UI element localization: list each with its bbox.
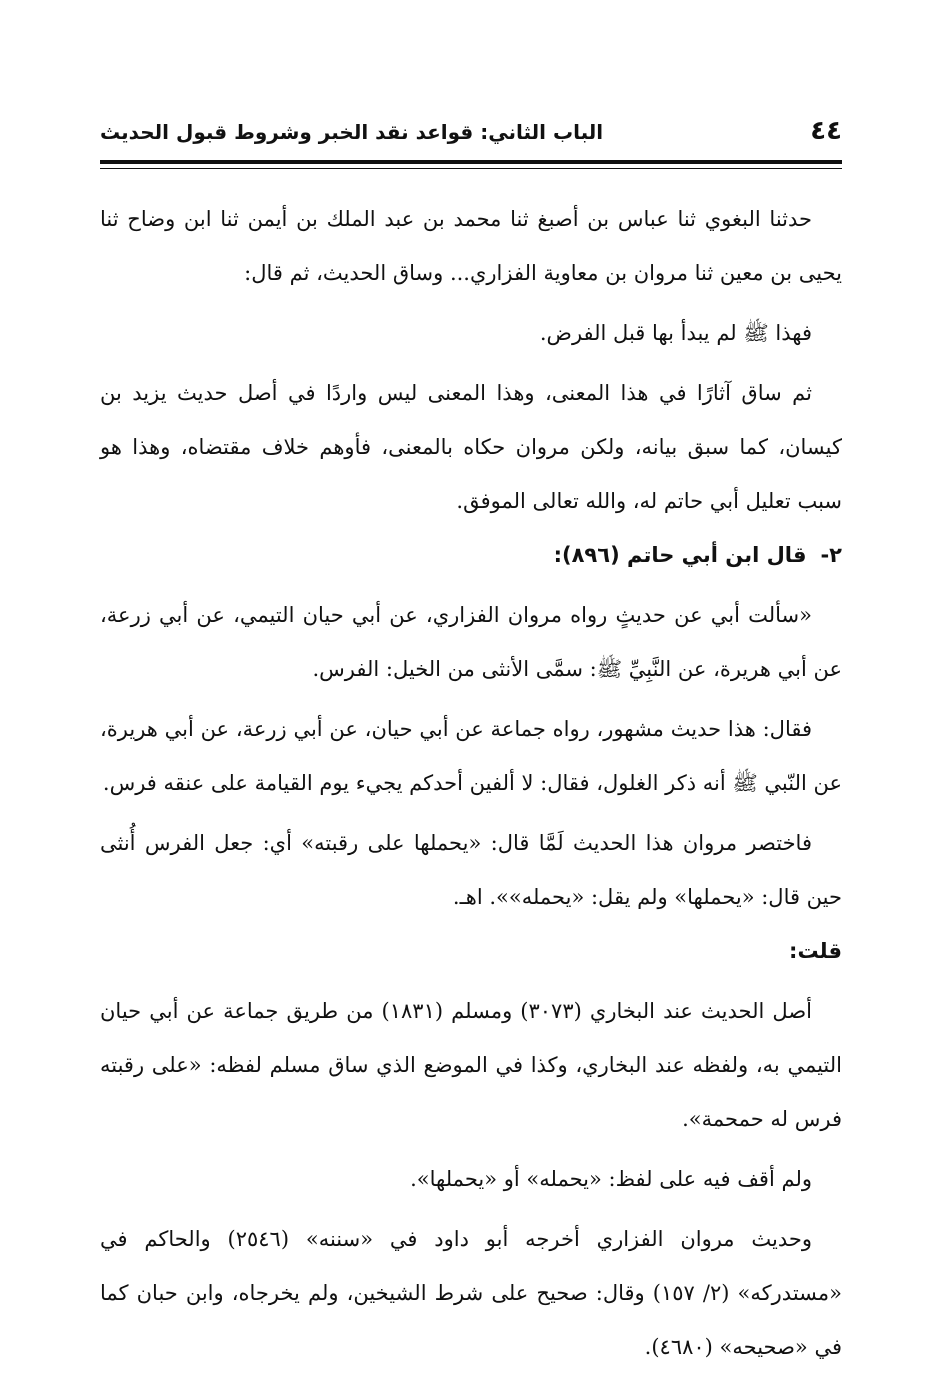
qulto-heading: قلت: — [789, 939, 842, 963]
page-header — [100, 112, 842, 152]
section-heading — [100, 528, 842, 582]
section-number: ٢- — [820, 543, 842, 567]
paragraph-note: ولم أقف فيه على لفظ: «يحمله» أو «يحملها». — [410, 1167, 812, 1191]
paragraph-answer: فقال: هذا حديث مشهور، رواه جماعة عن أبي حيان، عن أبي زرعة، عن أبي هريرة، عن النّبي ﷺ أنه ذكر الغلول، فقال: لا ألفين أحدكم يجيء يوم القيامة على عنقه فرس. — [100, 717, 842, 795]
paragraph-quote: فهذا ﷺ لم يبدأ بها قبل الفرض. — [539, 321, 812, 345]
paragraph-sources: وحديث مروان الفزاري أخرجه أبو داود في «سننه» (٢٥٤٦) والحاكم في «مستدركه» (٢/ ١٥٧) وقال: صحيح على شرط الشيخين، ولم يخرجاه، وابن حبان كما في «صحيحه» (٤٦٨٠). — [100, 1227, 842, 1359]
header-rule-thick — [100, 160, 842, 164]
paragraph-isnad: حدثنا البغوي ثنا عباس بن أصبغ ثنا محمد بن عبد الملك بن أيمن ثنا ابن وضاح ثنا يحيى بن معين ثنا مروان بن معاوية الفزاري... وساق الحديث، ثم قال: — [100, 207, 842, 285]
header-rule-thin — [100, 168, 842, 169]
section-title: قال ابن أبي حاتم (٨٩٦): — [553, 543, 807, 567]
running-title: الباب الثاني: قواعد نقد الخبر وشروط قبول الحديث — [100, 120, 604, 144]
paragraph-takhrij: أصل الحديث عند البخاري (٣٠٧٣) ومسلم (١٨٣١) من طريق جماعة عن أبي حيان التيمي به، ولفظه عند البخاري، وكذا في الموضع الذي ساق مسلم لفظه: «على رقبته فرس له حمحمة». — [100, 999, 842, 1131]
paragraph-commentary: ثم ساق آثارًا في هذا المعنى، وهذا المعنى ليس واردًا في أصل حديث يزيد بن كيسان، كما سبق بيانه، ولكن مروان حكاه بالمعنى، فأوهم خلاف مقتضاه، وهذا هو سبب تعليل أبي حاتم له، والله تعالى الموفق. — [100, 381, 842, 513]
paragraph-question: «سألت أبي عن حديثٍ رواه مروان الفزاري، عن أبي حيان التيمي، عن أبي زرعة، عن أبي هريرة، عن النَّبِيِّ ﷺ: سمَّى الأنثى من الخيل: الفرس. — [100, 603, 842, 681]
page-body — [100, 192, 842, 1374]
page-number: ٤٤ — [810, 116, 842, 146]
paragraph-ikhtisar: فاختصر مروان هذا الحديث لَمَّا قال: «يحملها على رقبته» أي: جعل الفرس أُنثى حين قال: «يحملها» ولم يقل: «يحمله»». اهـ. — [100, 831, 842, 909]
